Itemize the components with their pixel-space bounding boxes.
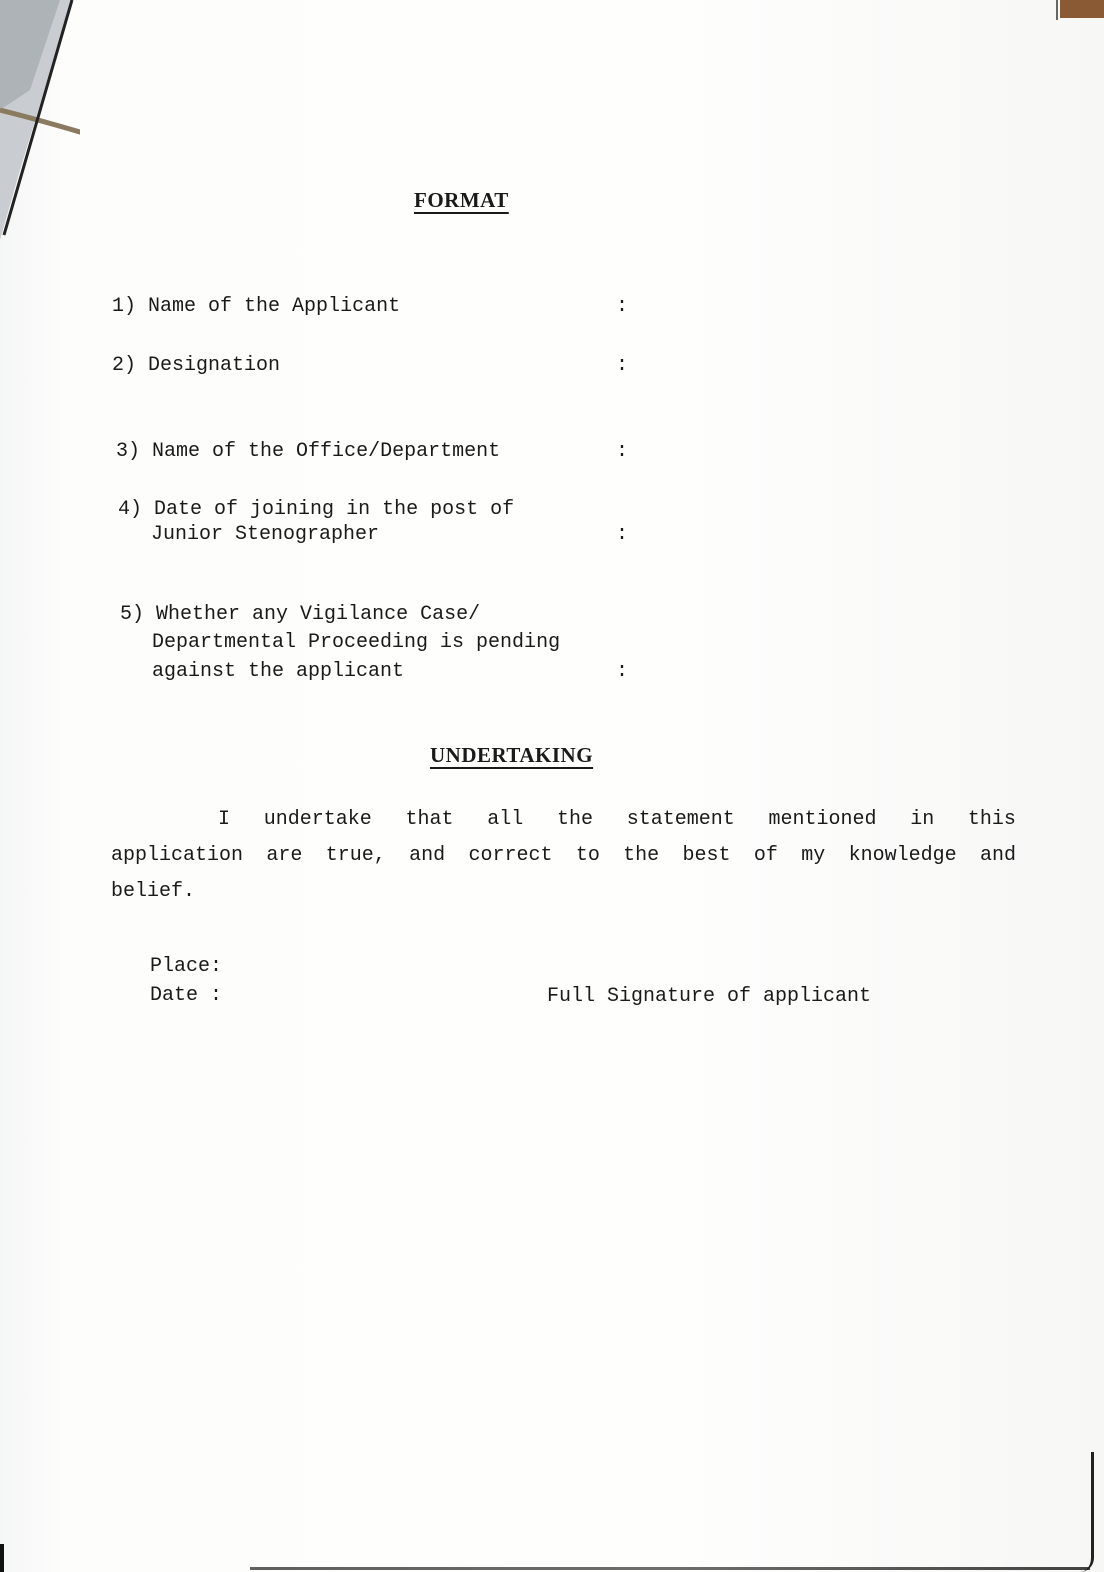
edge-mark xyxy=(0,1544,4,1572)
undertaking-paragraph xyxy=(111,802,1016,910)
format-item-5-continuation: against the applicant xyxy=(152,660,405,683)
paragraph-word: my xyxy=(801,844,826,867)
paragraph-word: in xyxy=(910,808,935,831)
paragraph-word: the xyxy=(556,808,593,831)
item-colon: : xyxy=(616,295,629,318)
paragraph-word: that xyxy=(405,808,454,831)
paragraph-word: knowledge xyxy=(848,844,957,867)
paragraph-word: true, xyxy=(325,844,386,867)
paragraph-word: mentioned xyxy=(768,808,877,831)
item-colon: : xyxy=(616,523,629,546)
paragraph-line-2 xyxy=(111,838,1016,874)
item-colon: : xyxy=(616,660,629,683)
edge-mark xyxy=(1056,0,1058,20)
paragraph-word: to xyxy=(575,844,600,867)
binding-clip-shadow xyxy=(0,0,80,250)
format-item-4 xyxy=(118,496,514,524)
item-label: Designation xyxy=(148,354,281,377)
item-colon: : xyxy=(616,354,629,377)
item-number: 5) xyxy=(120,603,145,626)
paragraph-word: application xyxy=(111,844,244,867)
signature-label: Full Signature of applicant xyxy=(547,985,872,1008)
paragraph-word: statement xyxy=(626,808,735,831)
item-label: Date of joining in the post of xyxy=(154,498,515,521)
paragraph-word: this xyxy=(967,808,1016,831)
paragraph-word: all xyxy=(487,808,524,831)
format-item-3 xyxy=(116,438,500,466)
date-label: Date : xyxy=(150,984,223,1007)
item-number: 3) xyxy=(116,440,141,463)
paragraph-word: I xyxy=(218,808,231,831)
paragraph-word: the xyxy=(623,844,660,867)
item-number: 4) xyxy=(118,498,143,521)
page-edge xyxy=(250,1567,1090,1570)
format-item-5-continuation: Departmental Proceeding is pending xyxy=(152,631,561,654)
paragraph-word: correct xyxy=(468,844,553,867)
format-heading: FORMAT xyxy=(414,188,509,212)
format-item-4-continuation: Junior Stenographer xyxy=(151,523,380,546)
item-number: 1) xyxy=(112,295,137,318)
paragraph-word: best xyxy=(682,844,731,867)
format-item-1 xyxy=(112,293,400,321)
paragraph-line-1 xyxy=(111,802,1016,838)
item-colon: : xyxy=(616,440,629,463)
paragraph-word: are xyxy=(266,844,303,867)
item-number: 2) xyxy=(112,354,137,377)
paragraph-line-3: belief. xyxy=(111,880,196,903)
paragraph-word: undertake xyxy=(263,808,372,831)
page-curl xyxy=(1077,1452,1094,1572)
item-label: Name of the Office/Department xyxy=(152,440,501,463)
paragraph-word: of xyxy=(753,844,778,867)
folder-tab xyxy=(1060,0,1104,18)
paragraph-word: and xyxy=(409,844,446,867)
place-label: Place: xyxy=(150,955,223,978)
paragraph-word: and xyxy=(979,844,1016,867)
item-label: Whether any Vigilance Case/ xyxy=(156,603,481,626)
format-item-2 xyxy=(112,352,280,380)
format-item-5 xyxy=(120,601,480,629)
item-label: Name of the Applicant xyxy=(148,295,401,318)
undertaking-heading: UNDERTAKING xyxy=(430,743,594,767)
